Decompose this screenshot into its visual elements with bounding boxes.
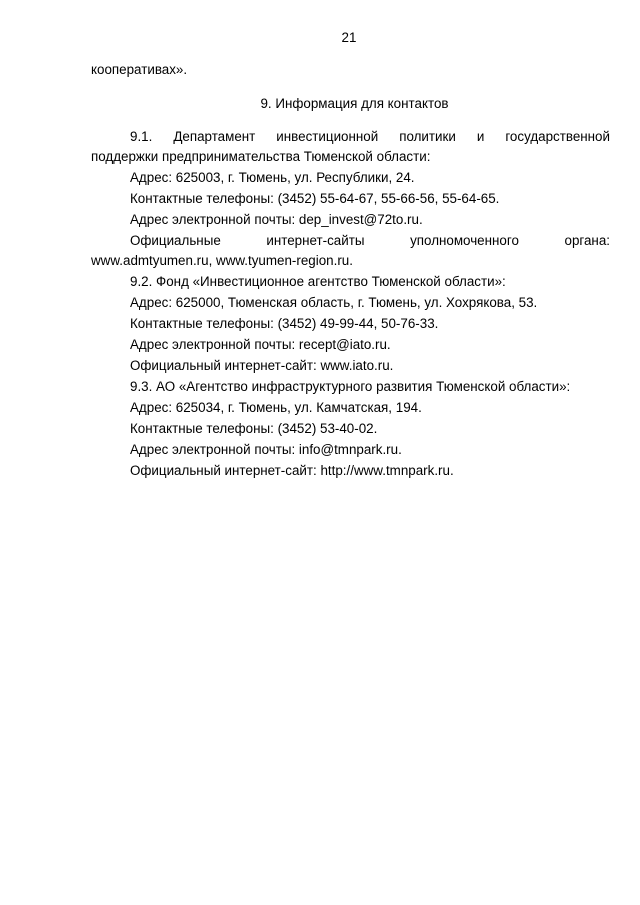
contact-block-9-2 bbox=[91, 272, 610, 376]
contact-9-3-phones: Контактные телефоны: (3452) 53-40-02. bbox=[130, 421, 378, 436]
contact-9-1-title-line2: поддержки предпринимательства Тюменской области: bbox=[91, 149, 431, 164]
page-number: 21 bbox=[341, 30, 357, 45]
contact-9-3-site: Официальный интернет-сайт: http://www.tmnpark.ru. bbox=[130, 463, 454, 478]
contact-9-1-email: Адрес электронной почты: dep_invest@72to.ru. bbox=[130, 212, 423, 227]
section-title: 9. Информация для контактов bbox=[260, 96, 449, 111]
contact-9-2-email: Адрес электронной почты: recept@iato.ru. bbox=[130, 337, 391, 352]
contact-9-3-title: 9.3. АО «Агентство инфраструктурного развития Тюменской области»: bbox=[130, 379, 571, 394]
contact-9-3-email: Адрес электронной почты: info@tmnpark.ru. bbox=[130, 442, 402, 457]
contact-9-3-address: Адрес: 625034, г. Тюмень, ул. Камчатская, 194. bbox=[130, 400, 422, 415]
intro-tail-text: кооперативах». bbox=[91, 62, 188, 77]
contact-9-1-title-line1: 9.1. Департамент инвестиционной политики и государственной bbox=[130, 129, 610, 144]
contact-9-2-title: 9.2. Фонд «Инвестиционное агентство Тюменской области»: bbox=[130, 274, 506, 289]
contact-9-1-sites-line2: www.admtyumen.ru, www.tyumen-region.ru. bbox=[91, 253, 353, 268]
contact-9-2-site: Официальный интернет-сайт: www.iato.ru. bbox=[130, 358, 394, 373]
document-body bbox=[91, 60, 610, 481]
contact-block-9-3 bbox=[91, 377, 610, 481]
contact-9-2-phones: Контактные телефоны: (3452) 49-99-44, 50-76-33. bbox=[130, 316, 439, 331]
contact-9-1-address: Адрес: 625003, г. Тюмень, ул. Республики, 24. bbox=[130, 170, 415, 185]
contact-9-2-address: Адрес: 625000, Тюменская область, г. Тюмень, ул. Хохрякова, 53. bbox=[130, 295, 538, 310]
contact-9-1-phones: Контактные телефоны: (3452) 55-64-67, 55-66-56, 55-64-65. bbox=[130, 191, 500, 206]
contact-block-9-1 bbox=[91, 127, 610, 271]
contact-9-1-sites-line1: Официальные интернет-сайты уполномоченного органа: bbox=[130, 233, 610, 248]
